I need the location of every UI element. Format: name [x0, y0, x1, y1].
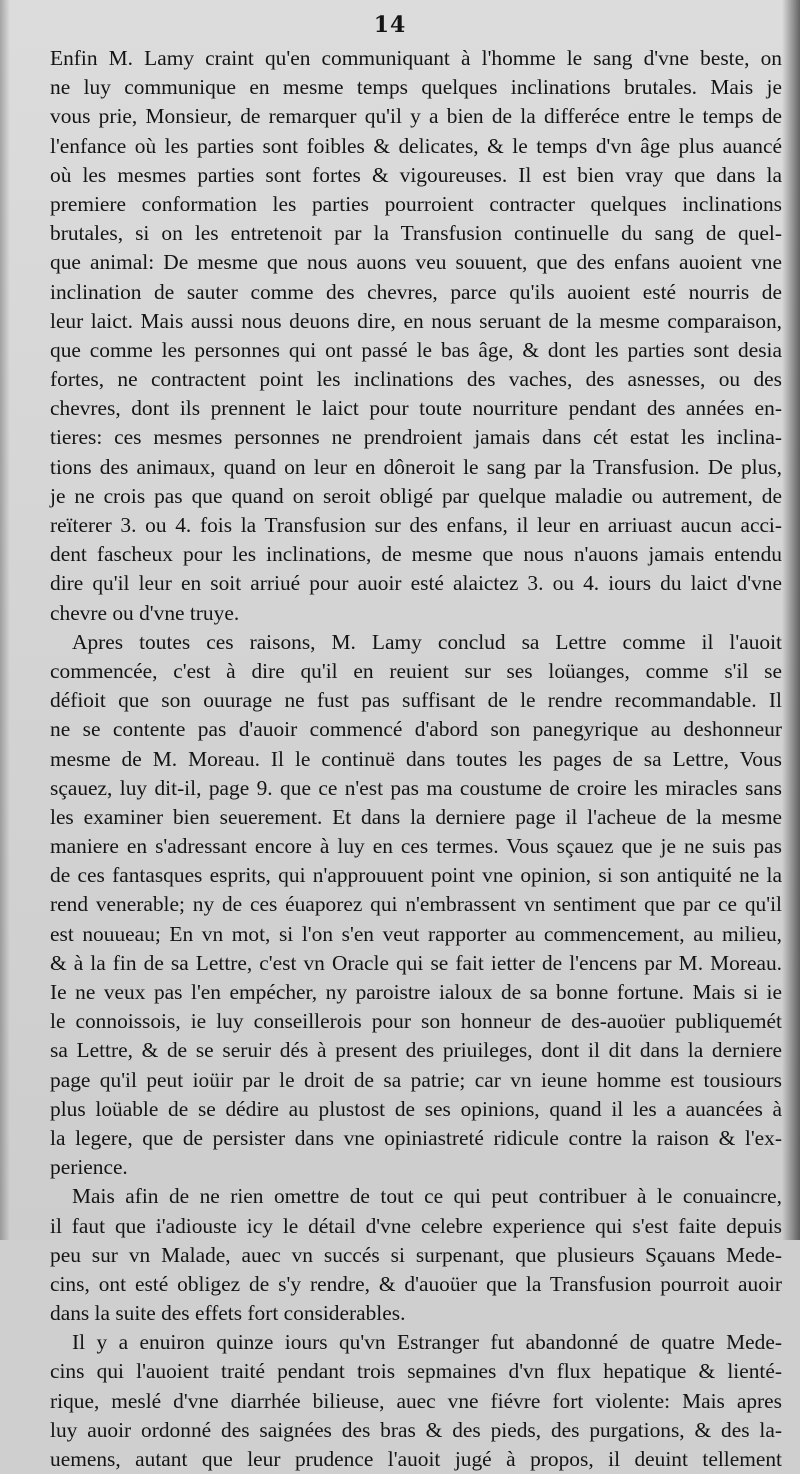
text-line: chevre ou d'vne truye. — [50, 600, 240, 625]
text-line: perience. — [50, 1155, 128, 1180]
text-line: est nouueau; En vn mot, si l'on s'en veut rapporter au commencement, au milieu, — [50, 921, 782, 946]
page-edge-shadow — [782, 0, 800, 1240]
text-line: que animal: De mesme que nous auons veu souuent, que des enfans auoient vne — [50, 250, 782, 275]
text-line: la legere, que de persister dans vne opiniastreté ridicule contre la raison & l'ex- — [50, 1125, 782, 1150]
text-line: maniere en s'adressant encore à luy en ces termes. Vous sçauez que je ne suis pas — [50, 834, 782, 859]
text-line: tions des animaux, quand on leur en dôneroit le sang par la Transfusion. De plus, — [50, 454, 782, 479]
text-line: & à la fin de sa Lettre, c'est vn Oracle qui se fait ietter de l'encens par M. Moreau. — [50, 950, 782, 975]
text-line: sçauez, luy dit-il, page 9. que ce n'est pas ma coustume de croire les miracles sans — [50, 775, 782, 800]
text-line: Ie ne veux pas l'en empécher, ny paroistre ialoux de sa bonne fortune. Mais si ie — [50, 980, 782, 1004]
text-line: inclination de sauter comme des chevres, parce qu'ils auoient esté nourris de — [50, 279, 782, 304]
text-line: premiere conformation les parties pourroient contracter quelques inclinations — [50, 191, 782, 216]
text-line: leur laict. Mais aussi nous deuons dire, en nous seruant de la mesme comparaison, — [50, 308, 782, 333]
text-line: je ne crois pas que quand on seroit obligé par quelque maladie ou autrement, de — [50, 483, 782, 508]
body-text — [50, 44, 782, 1474]
text-line: sa Lettre, & de se seruir dés à present des priuileges, dont il dit dans la derniere — [50, 1038, 782, 1063]
page-gutter-shadow — [0, 0, 10, 1240]
text-line: Enfin M. Lamy craint qu'en communiquant à l'homme le sang d'vne beste, on — [50, 46, 782, 70]
text-line: cins qui l'auoient traité pendant trois sepmaines d'vn flux hepatique & lienté- — [50, 1359, 782, 1384]
text-line: dent fascheux pour les inclinations, de mesme que nous n'auons jamais entendu — [50, 542, 782, 567]
text-line: tieres: ces mesmes personnes ne prendroient jamais dans cét estat les inclina- — [50, 425, 782, 450]
text-line: Apres toutes ces raisons, M. Lamy conclud sa Lettre comme il l'auoit — [72, 629, 782, 654]
text-line: mesme de M. Moreau. Il le continuë dans toutes les pages de sa Lettre, Vous — [50, 746, 782, 771]
text-line: Mais afin de ne rien omettre de tout ce qui peut contribuer à le conuaincre, — [72, 1184, 782, 1209]
page-number: 14 — [373, 12, 407, 38]
text-line: rique, meslé d'vne diarrhée bilieuse, auec vne fiévre fort violente: Mais apres — [50, 1388, 782, 1413]
text-line: que comme les personnes qui ont passé le bas âge, & dont les parties sont desia — [50, 337, 782, 362]
text-line: dans la suite des effets fort considerables. — [50, 1301, 406, 1326]
text-line: où les mesmes parties sont fortes & vigoureuses. Il est bien vray que dans la — [50, 162, 782, 187]
text-line: chevres, dont ils prennent le laict pour toute nourriture pendant des années en- — [50, 396, 782, 421]
text-line: de ces fantasques esprits, qui n'approuuent point vne opinion, si son antiquité ne la — [50, 863, 782, 888]
text-line: dire qu'il leur en soit arriué pour auoir esté alaictez 3. ou 4. iours du laict d'vne — [50, 571, 782, 596]
text-line: uemens, autant que leur prudence l'auoit jugé à propos, il deuint tellement — [50, 1447, 782, 1471]
text-line: fortes, ne contractent point les inclinations des vaches, des asnesses, ou des — [50, 367, 782, 392]
text-line: brutales, si on les entretenoit par la Transfusion continuelle du sang de quel- — [50, 221, 782, 246]
text-line: page qu'il peut ioüir par le droit de sa patrie; car vn ieune homme est tousiours — [50, 1067, 782, 1092]
text-line: vous prie, Monsieur, de remarquer qu'il y a bien de la differéce entre le temps de — [50, 104, 782, 129]
text-line: cins, ont esté obligez de s'y rendre, & d'auoüer que la Transfusion pourroit auoir — [50, 1271, 782, 1296]
text-line: Il y a enuiron quinze iours qu'vn Estranger fut abandonné de quatre Mede- — [72, 1330, 782, 1355]
text-line: luy auoir ordonné des saignées des bras & des pieds, des purgations, & des la- — [50, 1417, 782, 1442]
text-line: les examiner bien seuerement. Et dans la derniere page il l'acheue de la mesme — [50, 804, 782, 829]
text-line: il faut que i'adiouste icy le détail d'vne celebre experience qui s'est faite depuis — [50, 1213, 782, 1238]
text-line: ne se contente pas d'auoir commencé d'abord son panegyrique au deshonneur — [50, 717, 782, 742]
text-line: peu sur vn Malade, auec vn succés si surpenant, que plusieurs Sçauans Mede- — [50, 1242, 782, 1267]
text-line: l'enfance où les parties sont foibles & delicates, & le temps d'vn âge plus auancé — [50, 133, 782, 158]
text-line: reïterer 3. ou 4. fois la Transfusion sur des enfans, il leur en arriuast aucun acci- — [50, 513, 782, 537]
text-line: rend venerable; ny de ces éuaporez qui n'embrassent vn sentiment que par ce qu'il — [50, 892, 782, 917]
text-line: plus loüable de se dédire au plustost de ses opinions, quand il les a auancées à — [50, 1096, 782, 1121]
text-line: ne luy communique en mesme temps quelques inclinations brutales. Mais je — [50, 75, 782, 100]
text-line: défioit que son ouurage ne fust pas suffisant de le rendre recommandable. Il — [50, 688, 782, 713]
text-line: le connoissois, ie luy conseillerois pour son honneur de des-auoüer publiquemét — [50, 1009, 782, 1034]
text-line: commencée, c'est à dire qu'il en reuient sur ses loüanges, comme s'il se — [50, 658, 782, 683]
